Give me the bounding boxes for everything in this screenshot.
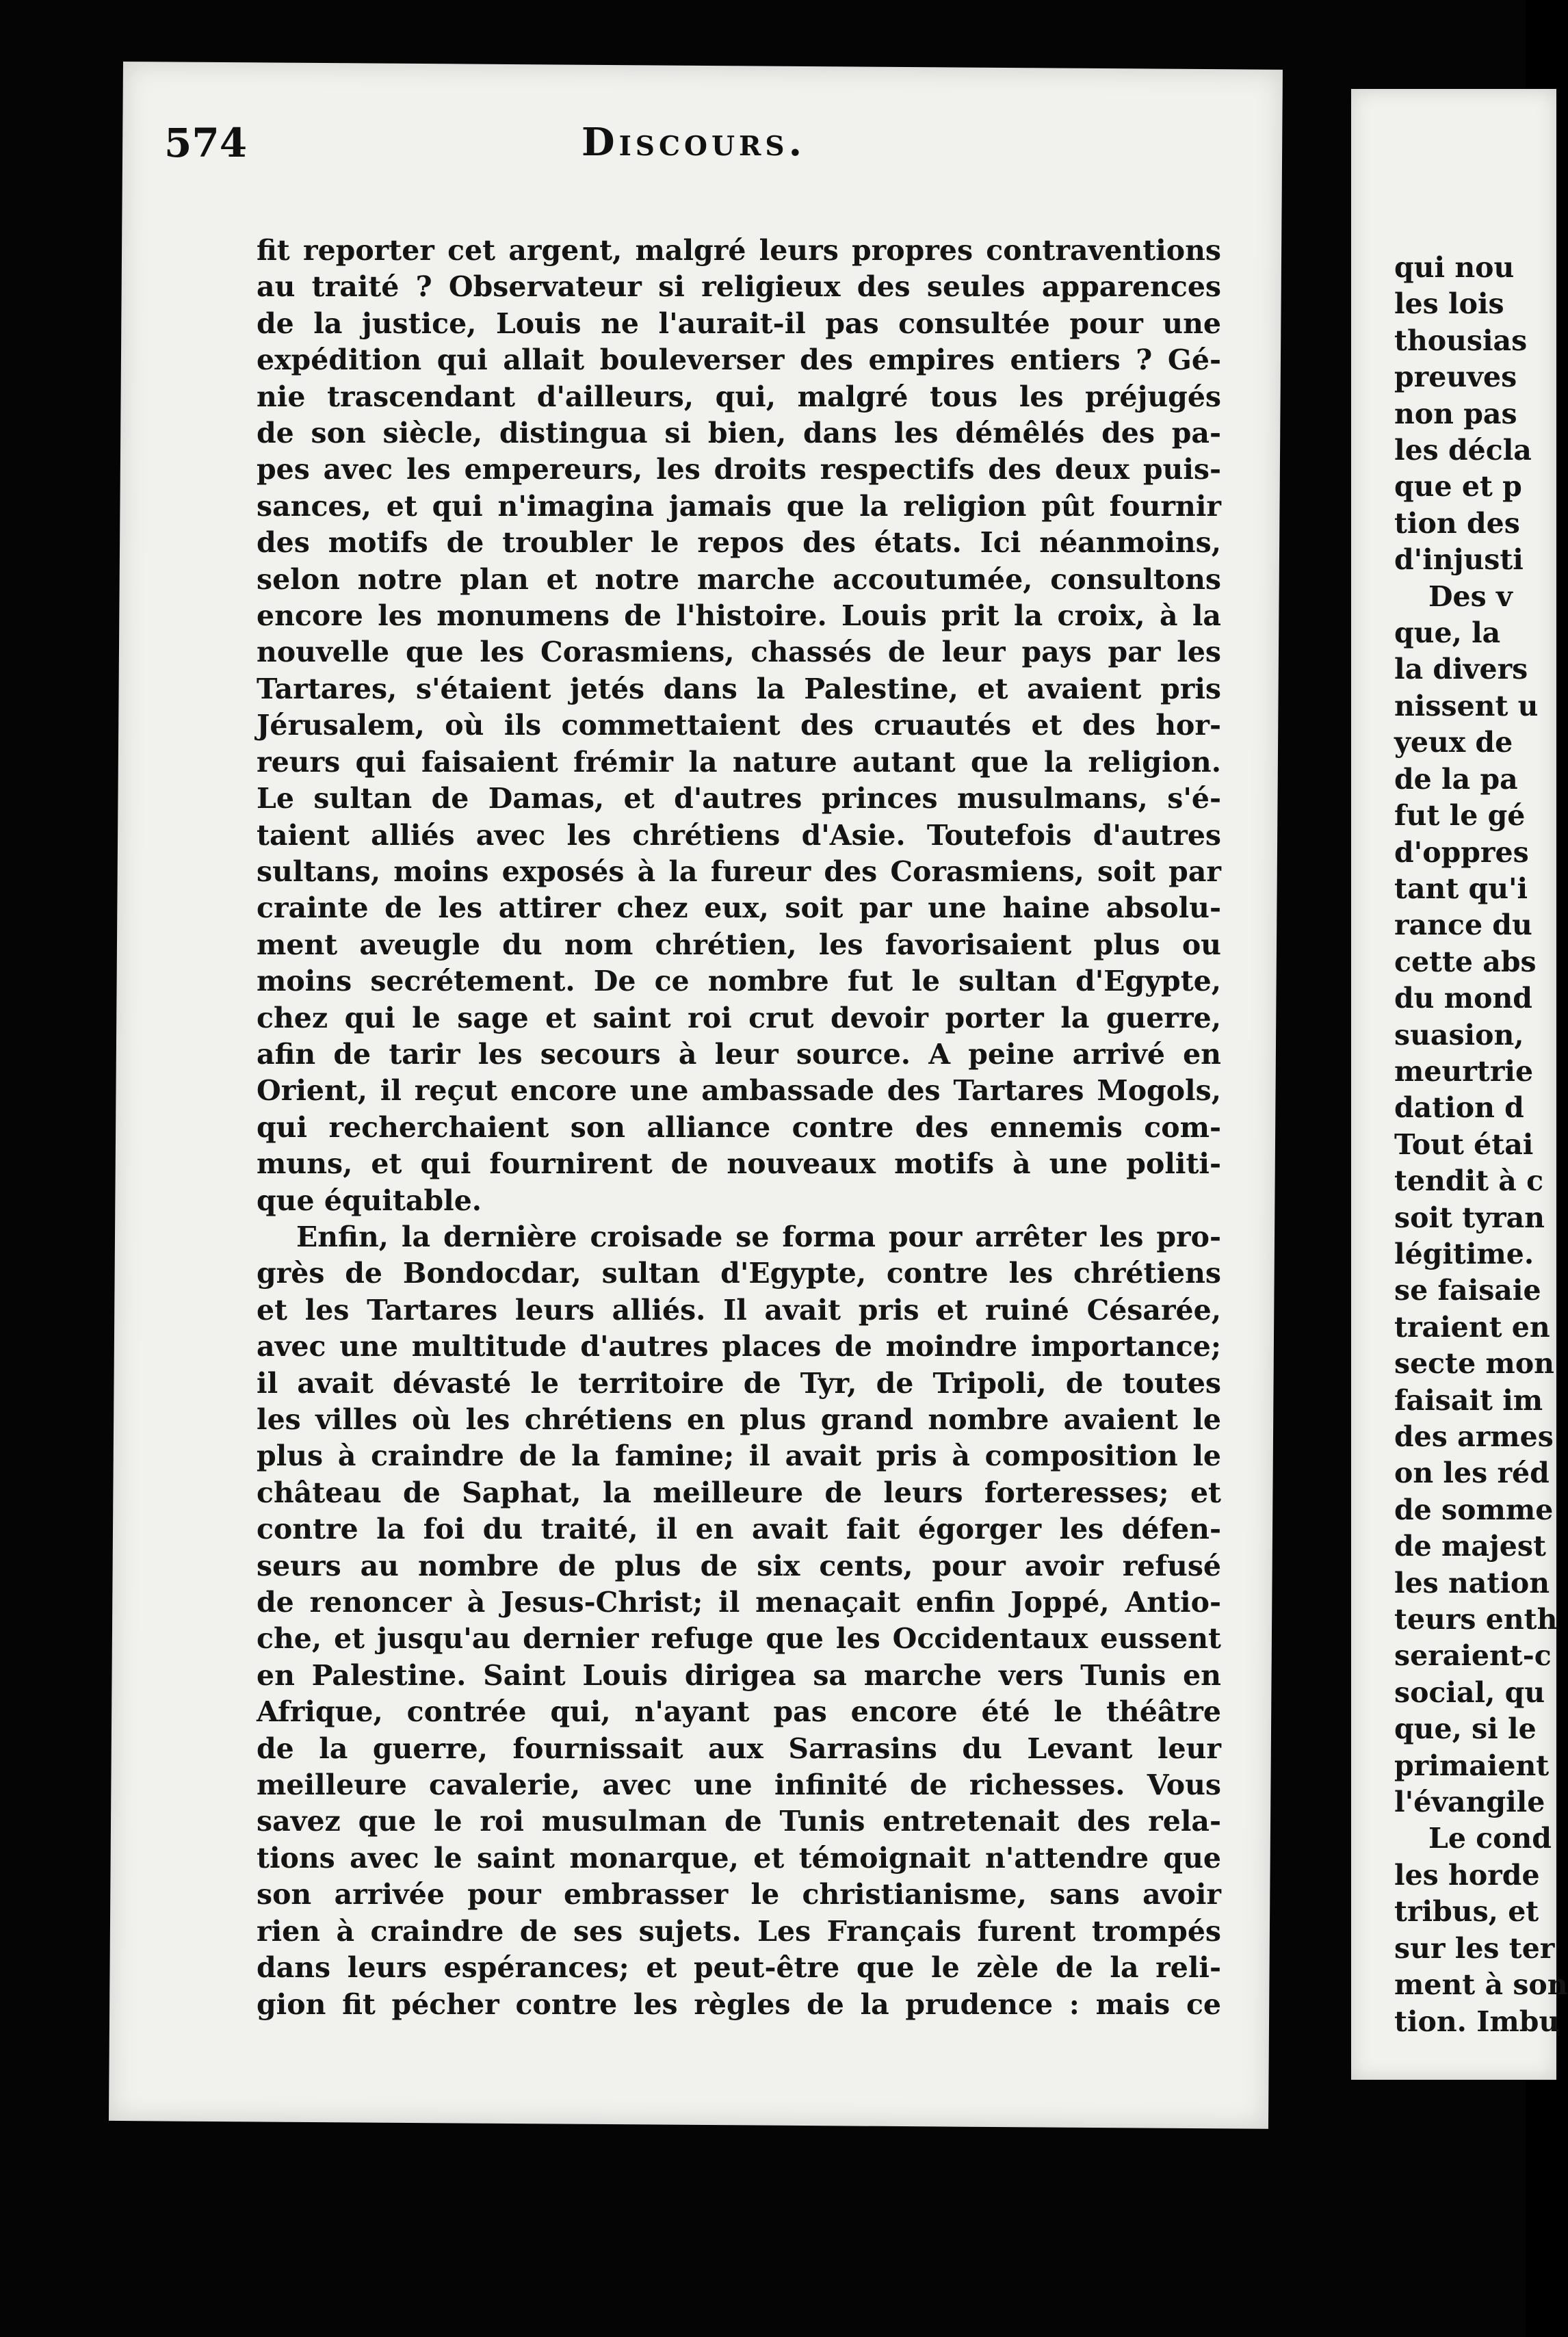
text-line: château de Saphat, la meilleure de leurs forteresses; et: [257, 1476, 1221, 1509]
text-line: nissent u: [1394, 689, 1539, 722]
text-line: Le cond: [1428, 1822, 1552, 1855]
text-line: fit reporter cet argent, malgré leurs propres contraventions: [257, 234, 1221, 267]
text-line: des armes: [1394, 1420, 1554, 1453]
text-line: muns, et qui fournirent de nouveaux motifs à une politi-: [257, 1147, 1221, 1181]
text-line: tribus, et: [1394, 1895, 1539, 1929]
text-line: de majest: [1394, 1530, 1546, 1563]
text-line: fut le gé: [1394, 799, 1526, 833]
paragraph-2: [257, 1219, 1221, 2023]
text-line: meurtrie: [1394, 1054, 1534, 1088]
text-line: grès de Bondocdar, sultan d'Egypte, contre les chrétiens: [257, 1257, 1221, 1290]
text-line: que, la: [1394, 616, 1501, 650]
text-line: Orient, il reçut encore une ambassade des Tartares Mogols,: [257, 1074, 1221, 1108]
text-line: seraient-c: [1394, 1639, 1552, 1673]
text-line: cette abs: [1394, 945, 1537, 978]
text-line: selon notre plan et notre marche accoutumée, consultons: [257, 562, 1221, 596]
text-line: qui recherchaient son alliance contre des ennemis com-: [257, 1110, 1221, 1144]
text-line: les nation: [1394, 1566, 1550, 1600]
text-line: que équitable.: [257, 1184, 482, 1217]
text-line: reurs qui faisaient frémir la nature autant que la religion.: [257, 745, 1221, 779]
text-line: du mond: [1394, 982, 1532, 1015]
text-line: qui nou: [1394, 251, 1515, 284]
text-line: se faisaie: [1394, 1274, 1541, 1307]
text-line: traient en: [1394, 1310, 1550, 1344]
text-line: l'évangile: [1394, 1786, 1545, 1819]
text-line: preuves: [1394, 361, 1517, 394]
text-line: ment aveugle du nom chrétien, les favorisaient plus ou: [257, 928, 1221, 961]
text-line: de son siècle, distingua si bien, dans les démêlés des pa-: [257, 417, 1221, 450]
text-line: Des v: [1428, 579, 1513, 613]
text-line: sur les ter: [1394, 1931, 1555, 1965]
text-line: suasion,: [1394, 1018, 1524, 1052]
text-line: les décla: [1394, 434, 1532, 467]
text-line: crainte de les attirer chez eux, soit par une haine absolu-: [257, 891, 1221, 925]
text-line: encore les monumens de l'histoire. Louis prit la croix, à la: [257, 599, 1221, 633]
text-line: que et p: [1394, 470, 1522, 504]
running-title: Discours.: [582, 120, 807, 165]
text-line: savez que le roi musulman de Tunis entretenait des rela-: [257, 1805, 1221, 1838]
text-line: secte mon: [1394, 1347, 1554, 1381]
text-line: tant qu'i: [1394, 872, 1528, 905]
text-line: gion fit pécher contre les règles de la prudence : mais ce: [257, 1987, 1221, 2021]
text-line: son arrivée pour embrasser le christianisme, sans avoir: [257, 1878, 1221, 1911]
text-line: thousias: [1394, 324, 1528, 357]
text-line: des motifs de troubler le repos des états. Ici néanmoins,: [257, 526, 1221, 560]
text-line: soit tyran: [1394, 1201, 1545, 1234]
text-line: teurs enth: [1394, 1603, 1558, 1636]
text-line: avec une multitude d'autres places de moindre importance;: [257, 1330, 1221, 1363]
text-line: non pas: [1394, 397, 1517, 430]
left-page-body: [257, 233, 1221, 2023]
text-line: Le sultan de Damas, et d'autres princes musulmans, s'é-: [257, 782, 1221, 815]
text-line: rance du: [1394, 909, 1532, 942]
text-line: tion des: [1394, 506, 1520, 540]
text-line: de la guerre, fournissait aux Sarrasins du Levant leur: [257, 1732, 1221, 1765]
text-line: les horde: [1394, 1858, 1540, 1892]
text-line: expédition qui allait bouleverser des empires entiers ? Gé-: [257, 343, 1221, 377]
text-line: rien à craindre de ses sujets. Les Français furent trompés: [257, 1914, 1221, 1948]
text-line: yeux de: [1394, 726, 1513, 759]
text-line: les villes où les chrétiens en plus grand nombre avaient le: [257, 1403, 1221, 1436]
text-line: il avait dévasté le territoire de Tyr, de Tripoli, de toutes: [257, 1366, 1221, 1400]
text-line: la divers: [1394, 653, 1528, 686]
text-line: que, si le: [1394, 1712, 1537, 1746]
text-line: d'injusti: [1394, 543, 1524, 577]
text-line: on les réd: [1394, 1457, 1550, 1490]
page-number: 574: [164, 120, 248, 166]
text-line: tendit à c: [1394, 1164, 1544, 1198]
text-line: tions avec le saint monarque, et témoignait n'attendre que: [257, 1841, 1221, 1875]
text-line: Tout étai: [1394, 1127, 1534, 1161]
text-line: che, et jusqu'au dernier refuge que les Occidentaux eussent: [257, 1622, 1221, 1656]
text-line: afin de tarir les secours à leur source. A peine arrivé en: [257, 1037, 1221, 1071]
text-line: de la justice, Louis ne l'aurait-il pas consultée pour une: [257, 306, 1221, 340]
text-line: dans leurs espérances; et peut-être que le zèle de la reli-: [257, 1951, 1221, 1985]
text-line: chez qui le sage et saint roi crut devoir porter la guerre,: [257, 1001, 1221, 1034]
text-line: de somme: [1394, 1493, 1554, 1526]
text-line: faisait im: [1394, 1383, 1543, 1417]
text-line: légitime.: [1394, 1237, 1534, 1270]
text-line: nouvelle que les Corasmiens, chassés de leur pays par les: [257, 636, 1221, 669]
text-line: les lois: [1394, 287, 1504, 321]
text-line: ment à son: [1394, 1968, 1568, 2002]
text-line: nie trascendant d'ailleurs, qui, malgré tous les préjugés: [257, 380, 1221, 413]
text-line: et les Tartares leurs alliés. Il avait pris et ruiné Césarée,: [257, 1293, 1221, 1327]
text-line: taient alliés avec les chrétiens d'Asie. Toutefois d'autres: [257, 818, 1221, 852]
text-line: Enfin, la dernière croisade se forma pour arrêter les pro-: [296, 1220, 1221, 1253]
text-line: plus à craindre de la famine; il avait pris à composition le: [257, 1439, 1221, 1473]
text-line: sances, et qui n'imagina jamais que la religion pût fournir: [257, 489, 1221, 523]
text-line: Jérusalem, où ils commettaient des cruautés et des hor-: [257, 709, 1221, 742]
page-header: [164, 120, 1245, 174]
text-line: en Palestine. Saint Louis dirigea sa marche vers Tunis en: [257, 1658, 1221, 1692]
text-line: social, qu: [1394, 1675, 1545, 1709]
text-line: contre la foi du traité, il en avait fait égorger les défen-: [257, 1513, 1221, 1546]
text-line: tion. Imbu: [1394, 2005, 1560, 2038]
text-line: d'oppres: [1394, 835, 1529, 869]
paragraph-1: [257, 233, 1221, 1219]
text-line: seurs au nombre de plus de six cents, pour avoir refusé: [257, 1549, 1221, 1582]
text-line: dation d: [1394, 1091, 1524, 1125]
right-page-body: [1394, 250, 1568, 2040]
text-line: pes avec les empereurs, les droits respectifs des deux puis-: [257, 453, 1221, 486]
text-line: sultans, moins exposés à la fureur des Corasmiens, soit par: [257, 854, 1221, 888]
text-line: meilleure cavalerie, avec une infinité de richesses. Vous: [257, 1768, 1221, 1802]
text-line: de renoncer à Jesus-Christ; il menaçait enfin Joppé, Antio-: [257, 1586, 1221, 1619]
text-line: primaient: [1394, 1749, 1550, 1782]
text-line: de la pa: [1394, 762, 1518, 796]
text-line: Tartares, s'étaient jetés dans la Palestine, et avaient pris: [257, 672, 1221, 705]
text-line: au traité ? Observateur si religieux des seules apparences: [257, 270, 1221, 304]
text-line: moins secrétement. De ce nombre fut le sultan d'Egypte,: [257, 965, 1221, 998]
text-line: Afrique, contrée qui, n'ayant pas encore été le théâtre: [257, 1695, 1221, 1729]
